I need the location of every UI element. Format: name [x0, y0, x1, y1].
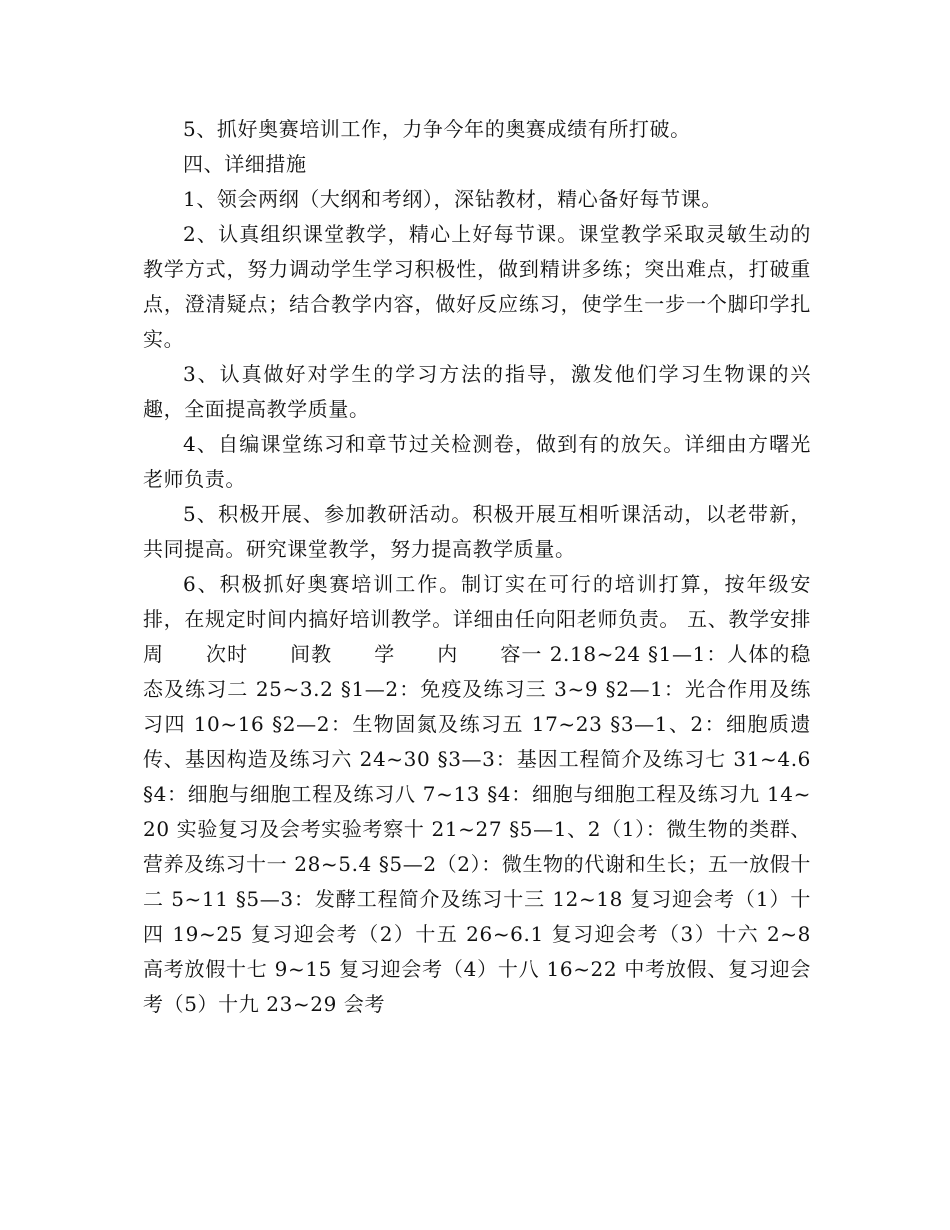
section-heading-measures: 四、详细措施 [183, 152, 307, 176]
paragraph-measure-2: 2、认真组织课堂教学，精心上好每节课。课堂教学采取灵敏生动的教学方式，努力调动学生学习积极性，做到精讲多练；突出难点，打破重点，澄清疑点；结合教学内容，做好反应练习，使学生一步一个脚印学扎实。 [143, 222, 811, 351]
paragraph-measure-3: 3、认真做好对学生的学习方法的指导，激发他们学习生物课的兴趣，全面提高教学质量。 [143, 362, 811, 421]
paragraph-measure-6-and-schedule: 6、积极抓好奥赛培训工作。制订实在可行的培训打算，按年级安排，在规定时间内搞好培训教学。详细由任向阳老师负责。 五、教学安排周 次时 间教 学 内 容一 2.18~24 §1—1：人体的稳态及练习二 25~3.2 §1—2：免疫及练习三 3~9 §2—1：光合作用及练习四 10~16 §2—2：生物固氮及练习五 17~23 §3—1、2：细胞质遗传、基因构造及练习六 24~30 §3—3：基因工程简介及练习七 31~4.6 §4：细胞与细胞工程及练习八 7~13 §4：细胞与细胞工程及练习九 14~20 实验复习及会考实验考察十 21~27 §5—1、2（1）：微生物的类群、营养及练习十一 28~5.4 §5—2（2）：微生物的代谢和生长；五一放假十二 5~11 §5—3：发酵工程简介及练习十三 12~18 复习迎会考（1）十四 19~25 复习迎会考（2）十五 26~6.1 复习迎会考（3）十六 2~8 高考放假十七 9~15 复习迎会考（4）十八 16~22 中考放假、复习迎会考（5）十九 23~29 会考 [143, 572, 811, 1016]
paragraph-measure-4: 4、自编课堂练习和章节过关检测卷，做到有的放矢。详细由方曙光老师负责。 [143, 432, 811, 491]
paragraph-goal-5: 5、抓好奥赛培训工作，力争今年的奥赛成绩有所打破。 [183, 117, 691, 141]
paragraph-measure-5: 5、积极开展、参加教研活动。积极开展互相听课活动，以老带新，共同提高。研究课堂教学，努力提高教学质量。 [143, 502, 811, 561]
paragraph-measure-1: 1、领会两纲（大纲和考纲），深钻教材，精心备好每节课。 [183, 187, 722, 211]
document-body [143, 112, 811, 1022]
